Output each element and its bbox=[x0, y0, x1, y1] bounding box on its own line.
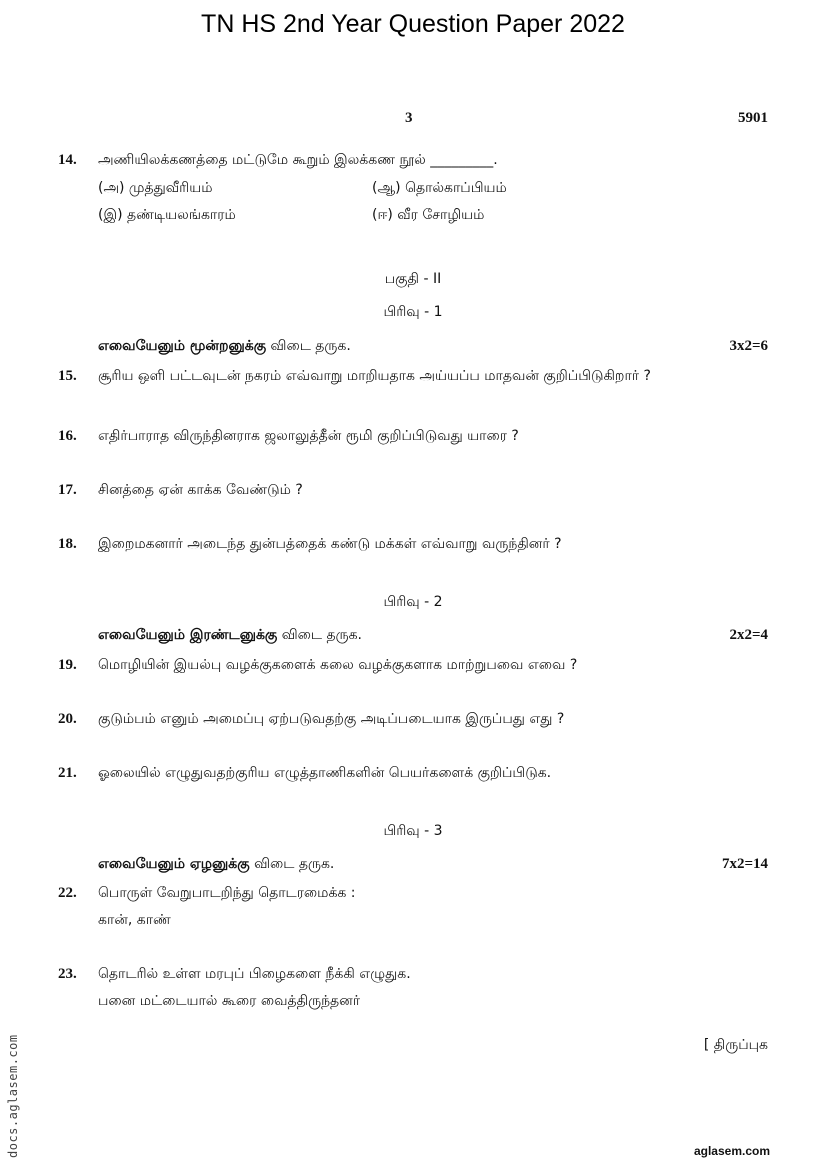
instruction-rest: விடை தருக. bbox=[266, 338, 351, 354]
side-watermark: docs.aglasem.com bbox=[6, 1034, 20, 1158]
section-heading: பிரிவு - 3 bbox=[383, 823, 443, 839]
question-number: 22. bbox=[58, 885, 77, 901]
section-heading: பிரிவு - 2 bbox=[383, 594, 443, 610]
option-c: (இ) தண்டியலங்காரம் bbox=[98, 207, 236, 223]
question-text: மொழியின் இயல்பு வழக்குகளைக் கலை வழக்குகளாக மாற்றுபவை எவை ? bbox=[98, 657, 578, 673]
section-instruction bbox=[98, 627, 362, 645]
page-title: TN HS 2nd Year Question Paper 2022 bbox=[201, 10, 625, 38]
instruction-bold: எவையேனும் ஏழனுக்கு bbox=[98, 856, 250, 872]
section-instruction bbox=[98, 856, 334, 874]
option-b: (ஆ) தொல்காப்பியம் bbox=[372, 180, 507, 196]
page-number: 3 bbox=[405, 110, 413, 126]
question-text: எதிர்பாராத விருந்தினராக ஜலாலுத்தீன் ரூமி குறிப்பிடுவது யாரை ? bbox=[98, 428, 519, 444]
option-a: (அ) முத்துவீரியம் bbox=[98, 180, 213, 196]
footer-site: aglasem.com bbox=[693, 1144, 770, 1158]
question-text: சூரிய ஒளி பட்டவுடன் நகரம் எவ்வாறு மாறியதாக அய்யப்ப மாதவன் குறிப்பிடுகிறார் ? bbox=[98, 368, 651, 384]
question-number: 17. bbox=[58, 482, 77, 498]
section-marks: 7x2=14 bbox=[721, 856, 768, 872]
instruction-bold: எவையேனும் மூன்றனுக்கு bbox=[98, 338, 267, 354]
question-text: ஓலையில் எழுதுவதற்குரிய எழுத்தாணிகளின் பெயர்களைக் குறிப்பிடுக. bbox=[98, 765, 552, 781]
question-number: 15. bbox=[58, 368, 77, 384]
section-marks: 2x2=4 bbox=[729, 627, 768, 643]
question-text: தொடரில் உள்ள மரபுப் பிழைகளை நீக்கி எழுதுக. bbox=[98, 966, 411, 982]
question-subtext: பனை மட்டையால் கூரை வைத்திருந்தனர் bbox=[98, 993, 361, 1009]
turn-over-note: [ திருப்புக bbox=[703, 1037, 768, 1053]
question-text: சினத்தை ஏன் காக்க வேண்டும் ? bbox=[98, 482, 303, 498]
question-text: இறைமகனார் அடைந்த துன்பத்தைக் கண்டு மக்கள் எவ்வாறு வருந்தினர் ? bbox=[98, 536, 562, 552]
question-text: குடும்பம் எனும் அமைப்பு ஏற்படுவதற்கு அடிப்படையாக இருப்பது எது ? bbox=[98, 711, 565, 727]
section-marks: 3x2=6 bbox=[729, 338, 768, 354]
question-number: 20. bbox=[58, 711, 77, 727]
section-instruction bbox=[98, 338, 351, 356]
question-subtext: கான், காண் bbox=[98, 912, 171, 928]
paper-code: 5901 bbox=[738, 110, 768, 126]
question-number: 21. bbox=[58, 765, 77, 781]
question-text: பொருள் வேறுபாடறிந்து தொடரமைக்க : bbox=[98, 885, 356, 901]
question-number: 16. bbox=[58, 428, 77, 444]
question-number: 18. bbox=[58, 536, 77, 552]
instruction-rest: விடை தருக. bbox=[249, 856, 335, 872]
part-heading: பகுதி - II bbox=[384, 271, 442, 287]
section-heading: பிரிவு - 1 bbox=[383, 304, 443, 320]
question-number: 23. bbox=[58, 966, 77, 982]
question-text: அணியிலக்கணத்தை மட்டுமே கூறும் இலக்கண நூல் _________. bbox=[98, 152, 498, 168]
instruction-rest: விடை தருக. bbox=[277, 627, 362, 643]
instruction-bold: எவையேனும் இரண்டனுக்கு bbox=[98, 627, 278, 643]
question-number: 19. bbox=[58, 657, 77, 673]
option-d: (ஈ) வீர சோழியம் bbox=[372, 207, 485, 223]
question-number: 14. bbox=[58, 152, 77, 168]
